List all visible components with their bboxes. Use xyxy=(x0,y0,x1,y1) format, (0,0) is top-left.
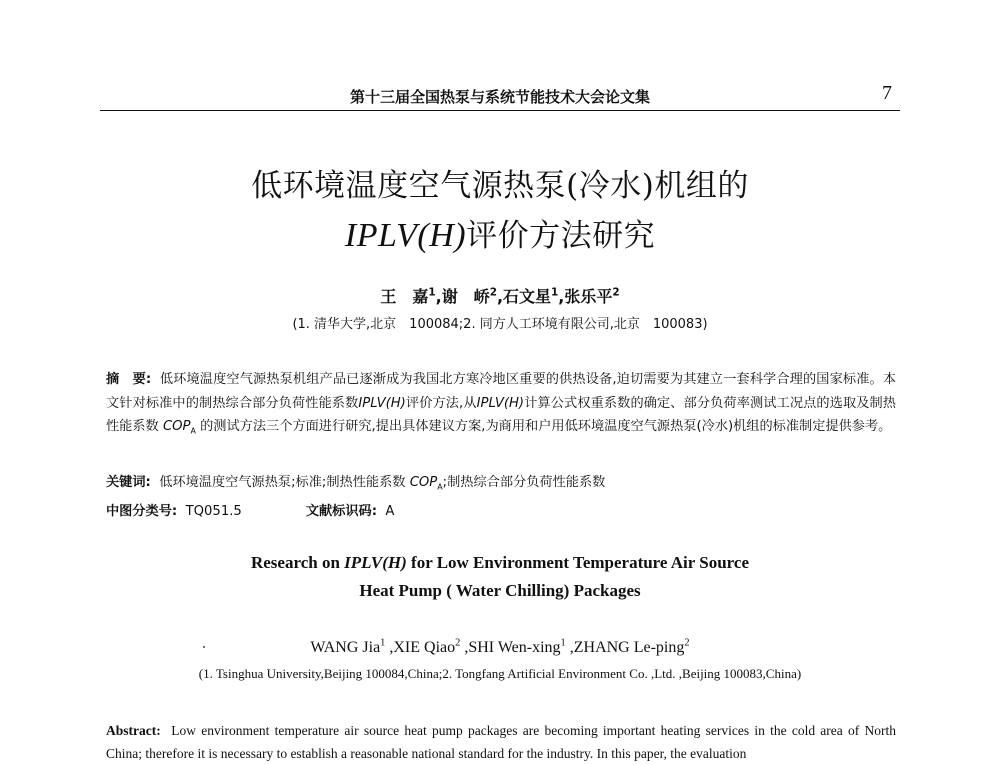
author-en-aff: 2 xyxy=(684,637,690,649)
abstract-zh-term: IPLV(H) xyxy=(358,395,406,411)
author-zh-aff: 2 xyxy=(489,286,497,299)
title-en-line2: Heat Pump ( Water Chilling) Packages xyxy=(359,581,641,600)
authors-zh: 王 嘉$^1$,谢 峤$^2$,石文星$^1$,张乐平$^2$ xyxy=(380,286,620,306)
clc-value: TQ051.5 xyxy=(185,504,242,519)
author-zh-aff: 1 xyxy=(428,286,436,299)
abstract-zh-term: IPLV(H) xyxy=(476,395,525,411)
keywords-zh-subscript: A xyxy=(437,482,443,492)
author-en: WANG Jia xyxy=(310,639,381,656)
author-zh: 石文星 xyxy=(503,287,552,306)
title-zh-line1: 低环境温度空气源热泵(冷水)机组的 xyxy=(251,168,749,204)
abstract-zh-text: 的测试方法三个方面进行研究,提出具体建议方案,为商用和户用低环境温度空气源热泵(冷水)机组的标准制定提供参考。 xyxy=(200,419,892,434)
journal-name: 第十三届全国热泵与系统节能技术大会论文集 xyxy=(349,88,650,106)
abstract-zh-text: 评价方法,从 xyxy=(405,395,477,411)
keywords-zh-label: 关键词: xyxy=(106,475,151,490)
author-en: ZHANG Le-ping xyxy=(573,639,685,656)
title-zh-line2 xyxy=(100,210,900,255)
clc-label: 中图分类号: xyxy=(106,504,178,519)
abstract-en xyxy=(106,719,896,765)
abstract-zh-term: COP xyxy=(162,419,191,434)
classification-line xyxy=(106,500,896,519)
author-en: SHI Wen-xing xyxy=(468,639,561,656)
keywords-zh-text: 低环境温度空气源热泵;标准;制热性能系数 xyxy=(159,475,406,490)
abstract-zh xyxy=(106,368,896,439)
title-en-line1 xyxy=(100,553,900,573)
affiliation-en: (1. Tsinghua University,Beijing 100084,China;2. Tongfang Artificial Environment Co. ,Ltd. ,Beijing 100083,China) xyxy=(198,666,802,681)
author-en-aff: 1 xyxy=(560,637,566,649)
keywords-zh-text: ;制热综合部分负荷性能系数 xyxy=(442,475,606,490)
title-en-text: for Low Environment Temperature Air Source xyxy=(406,553,750,572)
author-zh: 张乐平 xyxy=(564,287,613,306)
authors-en: WANG Jia$^1$ ,XIE Qiao$^2$ ,SHI Wen-xing$^1$ ,ZHANG Le-ping$^2$ xyxy=(310,637,690,656)
author-zh-aff: 1 xyxy=(551,286,559,299)
header-rule xyxy=(100,110,900,111)
author-en-aff: 2 xyxy=(455,637,461,649)
keywords-zh xyxy=(106,471,896,490)
author-zh-aff: 2 xyxy=(612,286,620,299)
doc-code-label: 文献标识码: xyxy=(305,504,378,519)
abstract-en-text: Low environment temperature air source heat pump packages are becoming important heating services in the cold area of North China; therefore it is necessary to establish a reasonable national standard for the industry. In this paper, the evaluation xyxy=(106,723,896,761)
abstract-zh-text: 计算公式权重系数的确定、部分负荷率测试工况点的选取及制热性能系数 xyxy=(106,395,896,434)
abstract-zh-subscript: A xyxy=(190,426,196,436)
abstract-zh-label: 摘 要: xyxy=(106,372,152,387)
author-zh: 谢 峤 xyxy=(441,287,490,306)
abstract-zh-text: 低环境温度空气源热泵机组产品已逐渐成为我国北方寒冷地区重要的供热设备,迫切需要为其建立一套科学合理的国家标准。本文针对标准中的制热综合部分负荷性能系数 xyxy=(106,372,897,411)
title-zh-line2-text: 评价方法研究 xyxy=(466,218,656,254)
doc-code-value: A xyxy=(385,504,395,519)
title-en-text: Research on xyxy=(250,553,345,572)
page-number: 7 xyxy=(882,82,892,104)
title-zh-italic-term: IPLV(H) xyxy=(344,217,467,254)
abstract-en-label: Abstract: xyxy=(106,723,161,738)
title-en-italic-term: IPLV(H) xyxy=(344,553,407,572)
author-zh: 王 嘉 xyxy=(380,287,429,306)
running-header xyxy=(100,84,900,108)
keywords-zh-term: COP xyxy=(409,475,438,490)
author-en: XIE Qiao xyxy=(393,639,456,656)
author-en-aff: 1 xyxy=(380,637,386,649)
affiliation-zh: (1. 清华大学,北京 100084;2. 同方人工环境有限公司,北京 100083) xyxy=(292,317,708,332)
